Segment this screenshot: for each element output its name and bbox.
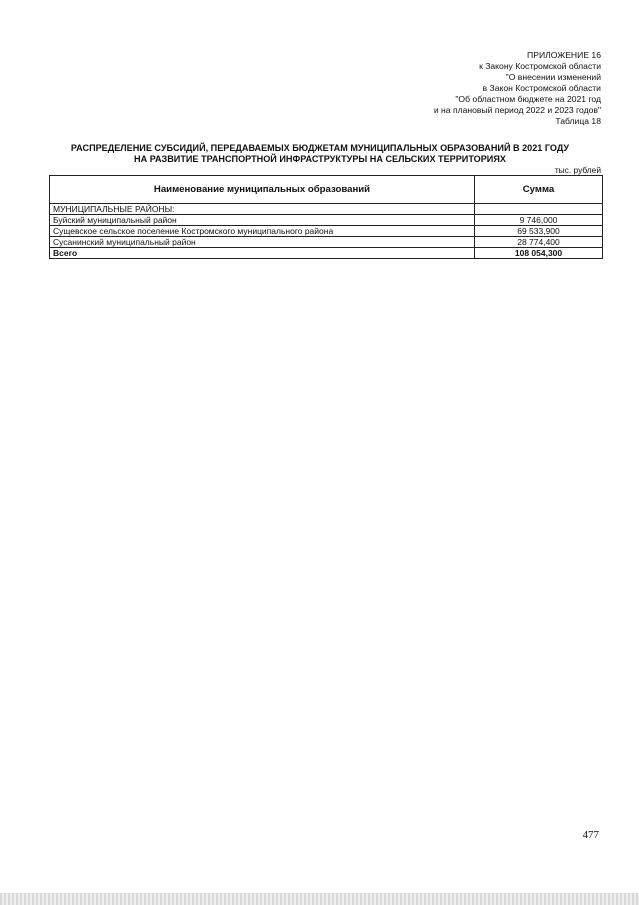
units-label: тыс. рублей bbox=[554, 165, 601, 175]
page-number: 477 bbox=[582, 829, 599, 841]
table-row bbox=[50, 226, 603, 237]
subsidy-table bbox=[49, 175, 603, 259]
row-sum: 9 746,000 bbox=[475, 215, 603, 226]
appendix-line: "Об областном бюджете на 2021 год bbox=[455, 94, 601, 104]
row-name: Буйский муниципальный район bbox=[50, 215, 475, 226]
total-row bbox=[50, 248, 603, 259]
appendix-line: ПРИЛОЖЕНИЕ 16 bbox=[527, 50, 601, 60]
appendix-line: "О внесении изменений bbox=[505, 72, 601, 82]
table-label: Таблица 18 bbox=[555, 116, 601, 126]
total-sum: 108 054,300 bbox=[475, 248, 603, 259]
row-name: Сусанинский муниципальный район bbox=[50, 237, 475, 248]
title-line-1: РАСПРЕДЕЛЕНИЕ СУБСИДИЙ, ПЕРЕДАВАЕМЫХ БЮДЖЕТАМ МУНИЦИПАЛЬНЫХ ОБРАЗОВАНИЙ В 2021 ГОДУ bbox=[70, 143, 570, 153]
scan-edge bbox=[0, 893, 639, 905]
row-name: Сущевское сельское поселение Костромского муниципального района bbox=[50, 226, 475, 237]
table-row bbox=[50, 204, 603, 215]
table-header-row bbox=[50, 176, 603, 204]
column-header-sum: Сумма bbox=[475, 176, 603, 204]
table-row bbox=[50, 215, 603, 226]
row-sum: 28 774,400 bbox=[475, 237, 603, 248]
appendix-header bbox=[434, 50, 601, 127]
title-line-2: НА РАЗВИТИЕ ТРАНСПОРТНОЙ ИНФРАСТРУКТУРЫ НА СЕЛЬСКИХ ТЕРРИТОРИЯХ bbox=[134, 153, 506, 164]
row-name: МУНИЦИПАЛЬНЫЕ РАЙОНЫ: bbox=[50, 204, 475, 215]
appendix-line: к Закону Костромской области bbox=[479, 61, 601, 71]
total-label: Всего bbox=[50, 248, 475, 259]
document-title bbox=[40, 143, 600, 164]
column-header-name: Наименование муниципальных образований bbox=[50, 176, 475, 204]
appendix-line: в Закон Костромской области bbox=[482, 83, 601, 93]
row-sum: 69 533,900 bbox=[475, 226, 603, 237]
appendix-line: и на плановый период 2022 и 2023 годов" bbox=[433, 105, 601, 115]
row-sum bbox=[475, 204, 603, 215]
table-row bbox=[50, 237, 603, 248]
